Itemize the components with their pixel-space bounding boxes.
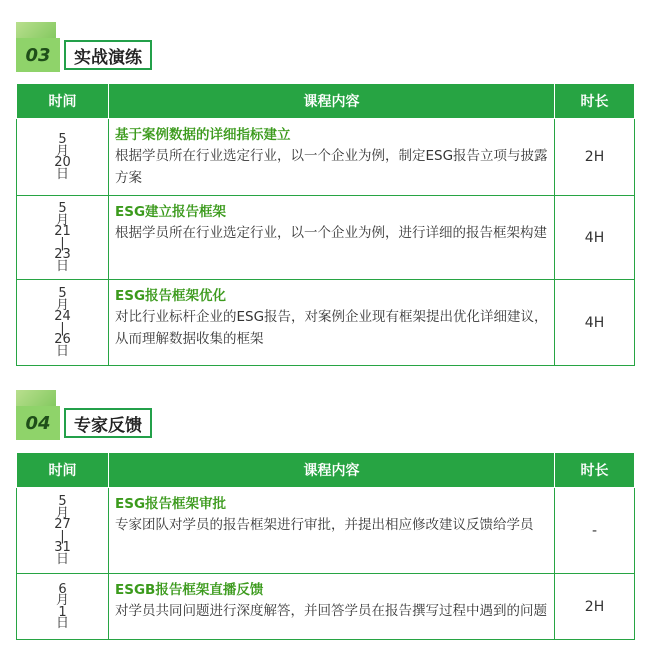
course-description: 根据学员所在行业选定行业，以一个企业为例，进行详细的报告框架构建 <box>115 225 547 241</box>
section-title: 实战演练 <box>64 40 152 70</box>
date-part: 23 <box>54 247 71 262</box>
table-header-row <box>17 84 635 119</box>
section-header-03 <box>16 22 156 78</box>
section-title: 专家反馈 <box>64 408 152 438</box>
date-cell <box>17 488 109 574</box>
date-cell <box>17 196 109 280</box>
date-part: 1 <box>58 604 67 620</box>
course-title: ESGB报告框架直播反馈 <box>115 582 264 598</box>
date-part: 月 <box>55 593 69 608</box>
date-part: 24 <box>54 309 71 324</box>
table-row <box>17 119 635 196</box>
date-part: 21 <box>54 224 71 239</box>
date-part: 日 <box>55 616 69 631</box>
date-part: 20 <box>54 155 71 170</box>
date-part: 5 <box>58 132 67 147</box>
date-cell <box>17 119 109 196</box>
date-part: 月 <box>55 212 69 228</box>
date-part: | <box>60 320 65 336</box>
content-cell <box>109 574 555 640</box>
date-part: | <box>60 528 65 544</box>
date-cell <box>17 574 109 640</box>
duration-cell: 4H <box>555 280 635 366</box>
date-part: 月 <box>55 505 69 521</box>
content-cell <box>109 488 555 574</box>
date-part: 31 <box>54 540 71 555</box>
date-part: 月 <box>55 143 69 159</box>
content-cell <box>109 196 555 280</box>
date-part: 6 <box>58 581 67 597</box>
course-title: ESG建立报告框架 <box>115 204 227 220</box>
date-cell <box>17 280 109 366</box>
content-cell <box>109 280 555 366</box>
section-header-04 <box>16 390 156 446</box>
date-part: 日 <box>55 343 69 359</box>
course-description: 对学员共同问题进行深度解答，并回答学员在报告撰写过程中遇到的问题 <box>115 603 547 619</box>
date-part: 27 <box>54 517 71 532</box>
table-row <box>17 574 635 640</box>
column-header-content: 课程内容 <box>109 84 555 119</box>
content-cell <box>109 119 555 196</box>
course-title: ESG报告框架审批 <box>115 496 227 512</box>
course-description: 根据学员所在行业选定行业，以一个企业为例，制定ESG报告立项与披露方案 <box>115 148 548 186</box>
schedule-table-04 <box>16 452 635 640</box>
date-part: 日 <box>55 551 69 567</box>
date-part: 日 <box>55 258 69 274</box>
duration-cell: - <box>555 488 635 574</box>
table-row <box>17 488 635 574</box>
section-number: 04 <box>16 406 60 440</box>
table-header-row <box>17 453 635 488</box>
course-description: 专家团队对学员的报告框架进行审批，并提出相应修改建议反馈给学员 <box>115 517 534 533</box>
date-part: 5 <box>58 494 67 509</box>
date-part: 5 <box>58 201 67 216</box>
column-header-time: 时间 <box>17 84 109 119</box>
course-description: 对比行业标杆企业的ESG报告，对案例企业现有框架提出优化详细建议，从而理解数据收集的框架 <box>115 309 548 347</box>
column-header-time: 时间 <box>17 453 109 488</box>
duration-cell: 2H <box>555 119 635 196</box>
duration-cell: 4H <box>555 196 635 280</box>
column-header-duration: 时长 <box>555 453 635 488</box>
column-header-content: 课程内容 <box>109 453 555 488</box>
date-part: 月 <box>55 297 69 313</box>
date-part: 5 <box>58 286 67 301</box>
schedule-table-03 <box>16 83 635 366</box>
course-title: ESG报告框架优化 <box>115 288 227 304</box>
course-title: 基于案例数据的详细指标建立 <box>115 127 291 143</box>
date-part: 日 <box>55 166 69 182</box>
section-number: 03 <box>16 38 60 72</box>
table-row <box>17 196 635 280</box>
date-part: 26 <box>54 332 71 347</box>
column-header-duration: 时长 <box>555 84 635 119</box>
date-part: | <box>60 235 65 251</box>
table-row <box>17 280 635 366</box>
duration-cell: 2H <box>555 574 635 640</box>
